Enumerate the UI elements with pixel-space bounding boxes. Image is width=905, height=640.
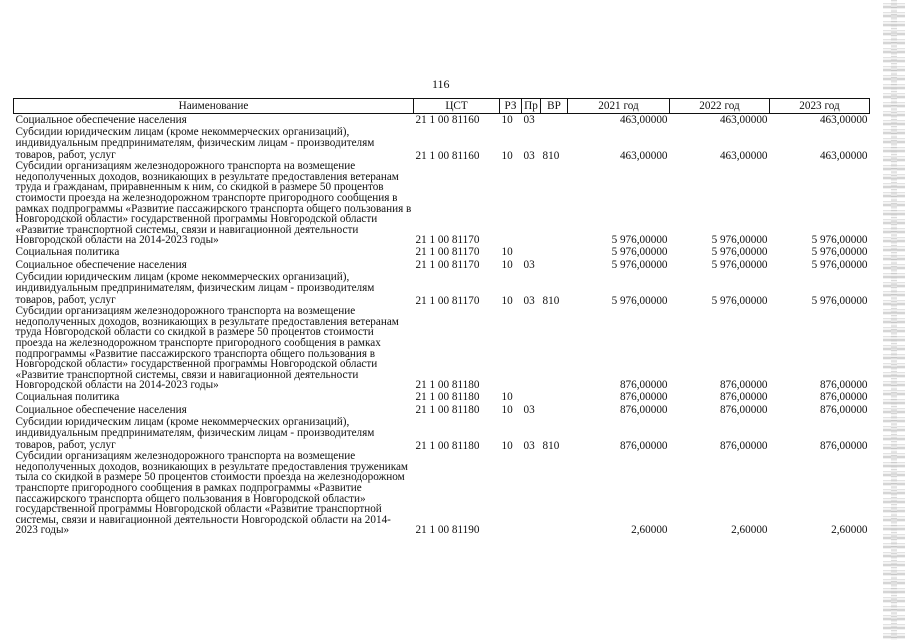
header-2021: 2021 год <box>568 99 670 114</box>
row-vr <box>541 259 568 272</box>
row-rz: 10 <box>501 149 513 162</box>
row-cst: 21 1 00 81160 <box>415 114 480 126</box>
header-pr: Пр <box>522 99 541 114</box>
row-pr: 03 <box>523 439 535 452</box>
row-name: Субсидии юридическим лицам (кроме некоммерческих организаций), индивидуальным предпринимателям, физическим лицам - производителям товаров, работ, услуг <box>15 415 375 451</box>
row-2022: 876,00000 <box>719 390 768 403</box>
row-pr: 03 <box>523 403 535 416</box>
header-cst: ЦСТ <box>414 99 500 114</box>
row-2023: 5 976,00000 <box>811 294 868 307</box>
header-vr: ВР <box>541 99 568 114</box>
row-cst: 21 1 00 81160 <box>415 149 480 162</box>
budget-table <box>13 98 870 536</box>
row-2021: 5 976,00000 <box>611 245 668 258</box>
row-2023: 876,00000 <box>819 439 868 452</box>
row-cst: 21 1 00 81170 <box>415 258 480 271</box>
row-rz: 10 <box>501 390 513 403</box>
table-row <box>14 451 870 536</box>
table-row <box>14 417 870 451</box>
header-2023: 2023 год <box>770 99 870 114</box>
table-row <box>14 127 870 161</box>
table-header-row <box>14 99 870 114</box>
row-cst: 21 1 00 81180 <box>415 439 480 452</box>
row-pr: 03 <box>523 149 535 162</box>
row-rz <box>500 161 522 246</box>
row-2023: 876,00000 <box>819 379 868 392</box>
row-2021: 5 976,00000 <box>611 234 668 247</box>
row-2022: 5 976,00000 <box>711 245 768 258</box>
row-rz: 10 <box>501 439 513 452</box>
row-2021: 2,60000 <box>631 524 668 537</box>
header-2022: 2022 год <box>670 99 770 114</box>
row-2021: 463,00000 <box>619 149 668 162</box>
row-2021: 876,00000 <box>619 390 668 403</box>
row-vr <box>541 246 568 259</box>
header-name: Наименование <box>14 99 414 114</box>
row-cst: 21 1 00 81170 <box>415 234 480 247</box>
row-2021: 876,00000 <box>619 439 668 452</box>
row-2023: 876,00000 <box>819 390 868 403</box>
row-rz: 10 <box>501 294 513 307</box>
table-body <box>14 114 870 536</box>
row-2023: 5 976,00000 <box>811 258 868 271</box>
row-vr <box>541 451 568 536</box>
row-cst: 21 1 00 81170 <box>415 245 480 258</box>
table-row <box>14 391 870 404</box>
table-row <box>14 404 870 417</box>
row-2022: 463,00000 <box>719 149 768 162</box>
row-vr: 810 <box>542 439 560 452</box>
row-vr <box>541 391 568 404</box>
row-2022: 876,00000 <box>719 403 768 416</box>
row-2021: 876,00000 <box>619 379 668 392</box>
table-row <box>14 161 870 246</box>
row-name: Субсидии юридическим лицам (кроме некоммерческих организаций), индивидуальным предпринимателям, физическим лицам - производителям товаров, работ, услуг <box>15 270 375 306</box>
row-2022: 463,00000 <box>719 114 768 126</box>
row-2021: 463,00000 <box>619 114 668 126</box>
row-cst: 21 1 00 81190 <box>415 524 480 537</box>
row-2022: 5 976,00000 <box>711 234 768 247</box>
row-name: Социальное обеспечение населения <box>15 258 187 271</box>
row-2023: 463,00000 <box>819 149 868 162</box>
row-2021: 876,00000 <box>619 403 668 416</box>
row-vr <box>541 114 568 128</box>
page-number: 116 <box>432 77 450 91</box>
row-name: Социальная политика <box>15 245 120 258</box>
row-pr <box>522 391 541 404</box>
row-2021: 5 976,00000 <box>611 258 668 271</box>
row-pr <box>522 246 541 259</box>
row-2022: 5 976,00000 <box>711 294 768 307</box>
row-pr <box>522 451 541 536</box>
scan-edge-artifact <box>883 0 905 640</box>
header-rz: РЗ <box>500 99 522 114</box>
row-name: Субсидии организациям железнодорожного транспорта на возмещение недополученных доходов, возникающих в результате предоставления ветеранам труда и гражданам, приравненным к ним, со скидкой в размере 50 процентов стоимости проезда на железнодорожном транспорте пригородного сообщения в рамках подпрограммы «Развитие пассажирского транспорта общего пользования в Новгородской области» государственной программы Новгородской области «Развитие транспортной системы, связи и навигационной деятельности Новгородской области на 2014-2023 годы» <box>15 160 412 247</box>
row-pr <box>522 161 541 246</box>
table-row <box>14 306 870 391</box>
row-2022: 876,00000 <box>719 439 768 452</box>
row-vr: 810 <box>542 294 560 307</box>
row-pr: 03 <box>523 294 535 307</box>
row-rz <box>500 306 522 391</box>
row-rz: 10 <box>501 403 513 416</box>
row-rz <box>500 451 522 536</box>
row-cst: 21 1 00 81180 <box>415 379 480 392</box>
row-name: Социальное обеспечение населения <box>15 114 187 126</box>
row-2023: 2,60000 <box>831 524 868 537</box>
row-pr: 03 <box>523 114 535 126</box>
row-2023: 463,00000 <box>819 114 868 126</box>
row-2023: 876,00000 <box>819 403 868 416</box>
row-2022: 2,60000 <box>731 524 768 537</box>
row-name: Социальная политика <box>15 390 120 403</box>
row-rz: 10 <box>501 114 513 126</box>
row-2023: 5 976,00000 <box>811 245 868 258</box>
row-pr: 03 <box>523 258 535 271</box>
row-name: Субсидии юридическим лицам (кроме некоммерческих организаций), индивидуальным предпринимателям, физическим лицам - производителям товаров, работ, услуг <box>15 126 375 161</box>
row-vr: 810 <box>542 149 560 162</box>
table-row <box>14 272 870 306</box>
row-name: Социальное обеспечение населения <box>15 403 187 416</box>
row-2021: 5 976,00000 <box>611 294 668 307</box>
row-pr <box>522 306 541 391</box>
row-vr <box>541 161 568 246</box>
row-name: Субсидии организациям железнодорожного транспорта на возмещение недополученных доходов, возникающих в результате предоставления труженикам тыла со скидкой в размере 50 процентов стоимости проезда на железнодорожном транспорте пригородного сообщения в рамках подпрограммы «Развитие пассажирского транспорта общего пользования в Новгородской области» государственной программы Новгородской области «Развитие транспортной системы, связи и навигационной деятельности Новгородской области на 2014-2023 годы» <box>15 450 408 537</box>
row-name: Субсидии организациям железнодорожного транспорта на возмещение недополученных доходов, возникающих в результате предоставления ветеранам труда Новгородской области со скидкой в размере 50 процентов стоимости проезда на железнодорожном транспорте пригородного сообщения в рамках подпрограммы «Развитие пассажирского транспорта общего пользования в Новгородской области» государственной программы Новгородской области «Развитие транспортной системы, связи и навигационной деятельности Новгородской области на 2014-2023 годы» <box>15 305 399 392</box>
row-cst: 21 1 00 81180 <box>415 403 480 416</box>
row-rz: 10 <box>501 258 513 271</box>
row-cst: 21 1 00 81180 <box>415 390 480 403</box>
row-vr <box>541 404 568 417</box>
table-row <box>14 114 870 128</box>
row-cst: 21 1 00 81170 <box>415 294 480 307</box>
row-vr <box>541 306 568 391</box>
table-row <box>14 246 870 259</box>
row-rz: 10 <box>501 245 513 258</box>
row-2023: 5 976,00000 <box>811 234 868 247</box>
row-2022: 5 976,00000 <box>711 258 768 271</box>
row-2022: 876,00000 <box>719 379 768 392</box>
